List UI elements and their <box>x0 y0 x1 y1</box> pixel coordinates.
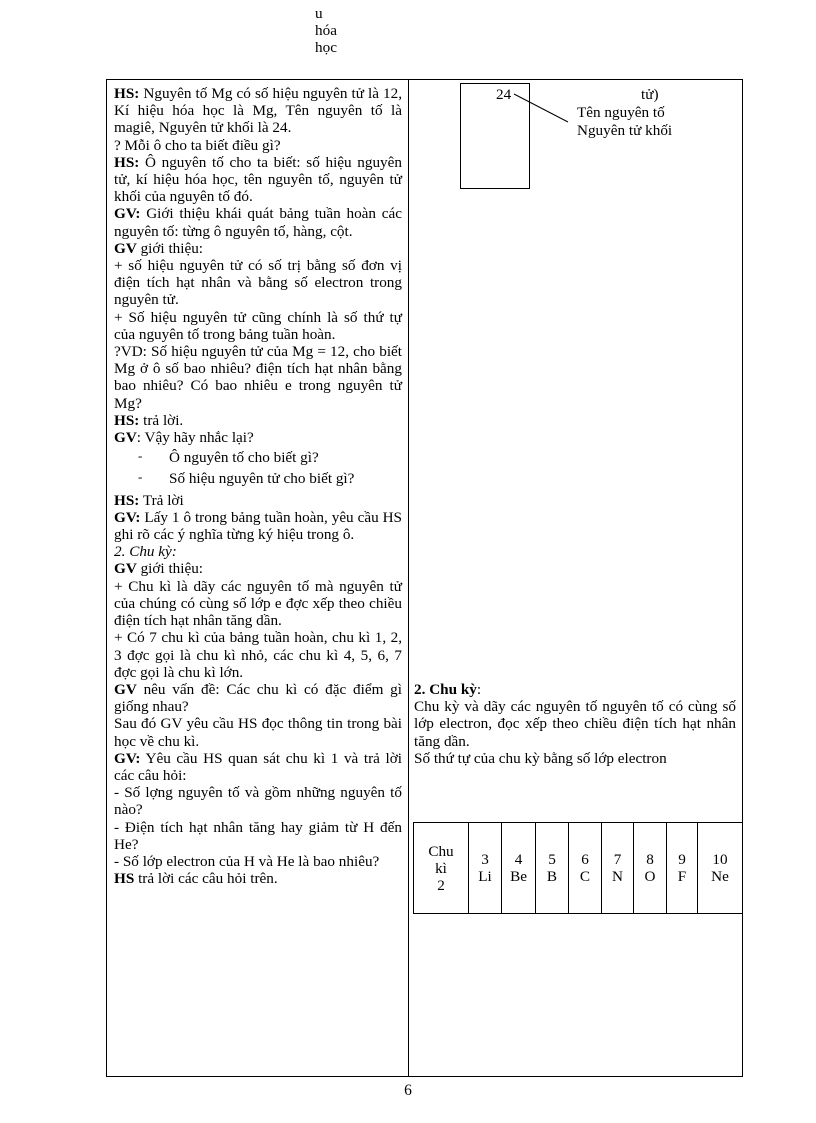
speaker-label: HS: <box>114 153 140 171</box>
element-symbol: F <box>677 868 687 885</box>
paragraph-text: giới thiệu: <box>136 560 204 578</box>
speaker-label: GV: <box>114 205 141 223</box>
element-cell <box>698 823 743 914</box>
atomic-number: 4 <box>514 851 523 868</box>
legend-text: hóa <box>315 22 337 40</box>
atomic-number: 3 <box>481 851 489 868</box>
teacher-student-activities <box>114 85 402 887</box>
paragraph: + Có 7 chu kì của bảng tuần hoàn, chu kì 1, 2, 3 đợc gọi là chu kì nhỏ, các chu kì 4, 5, 6, 7 đợc gọi là chu kì lớn. <box>114 629 402 681</box>
paragraph <box>114 240 402 257</box>
paragraph-text: Nguyên tố Mg có số hiệu nguyên tử là 12, Kí hiệu hóa học là Mg, Tên nguyên tố là magiê, Nguyên tử khối là 24. <box>114 85 402 137</box>
atomic-number: 6 <box>581 851 589 868</box>
element-symbol: B <box>546 868 558 885</box>
paragraph: - Số lớp electron của H và He là bao nhiêu? <box>114 852 380 870</box>
period-heading <box>414 681 736 698</box>
dash-bullet: - <box>138 469 143 485</box>
period-heading-colon: : <box>476 681 482 698</box>
speaker-label: GV: <box>114 749 141 767</box>
dash-list-item <box>114 470 402 487</box>
paragraph: Sau đó GV yêu cầu HS đọc thông tin trong bài học về chu kì. <box>114 715 402 750</box>
paragraph <box>114 750 402 784</box>
paragraph-text: nêu vấn đề: Các chu kì có đặc điểm gì giống nhau? <box>114 680 402 716</box>
element-cell <box>569 823 602 914</box>
paragraph-text: Lấy 1 ô trong bảng tuần hoàn, yêu cầu HS ghi rõ các ý nghĩa từng ký hiệu trong ô. <box>114 508 402 544</box>
paragraph-text: : Vậy hãy nhắc lại? <box>136 429 254 447</box>
paragraph <box>114 560 402 577</box>
atomic-number: 10 <box>712 851 728 868</box>
legend-text: tử) <box>641 86 659 103</box>
legend-text: học <box>315 39 337 57</box>
mass-number: 24 <box>496 86 512 103</box>
question: ? Mỗi ô cho ta biết điều gì? <box>114 136 281 154</box>
element-name-label: Tên nguyên tố <box>577 104 665 121</box>
paragraph-text: Trả lời <box>139 491 184 509</box>
paragraph-text: Ô nguyên tố cho ta biết: số hiệu nguyên tử, kí hiệu hóa học, tên nguyên tố, nguyên tử khối của nguyên tố đó. <box>114 153 402 206</box>
header-text: Chu <box>428 842 454 860</box>
paragraph: ?VD: Số hiệu nguyên tử của Mg = 12, cho biết Mg ở ô số bao nhiêu? điện tích hạt nhân bằng bao nhiêu? Có bao nhiêu e trong nguyên tử Mg? <box>114 343 402 412</box>
atomic-number: 8 <box>646 851 654 868</box>
dash-bullet: - <box>138 448 143 464</box>
element-symbol: Ne <box>711 868 729 885</box>
atomic-number: 9 <box>678 851 686 868</box>
paragraph <box>114 681 402 715</box>
speaker-label: HS <box>114 870 135 888</box>
paragraph: + số hiệu nguyên tử có số trị bằng số đơn vị điện tích hạt nhân và bằng số electron trong nguyên tử. <box>114 257 402 309</box>
list-item-text: Số hiệu nguyên tử cho biết gì? <box>169 470 355 488</box>
period-number-rule: Số thứ tự của chu kỳ bằng số lớp electron <box>414 749 667 767</box>
element-symbol: C <box>579 868 591 885</box>
speaker-label: GV <box>114 239 137 257</box>
paragraph <box>114 492 402 509</box>
period-header-cell <box>414 823 469 914</box>
legend-text: u <box>315 5 323 22</box>
section-heading <box>114 543 402 560</box>
list-item-text: Ô nguyên tố cho biết gì? <box>169 449 319 467</box>
element-cell <box>469 823 502 914</box>
period-section <box>414 681 736 767</box>
speaker-label: GV <box>114 429 137 447</box>
speaker-label: HS: <box>114 411 140 429</box>
period-definition: Chu kỳ và dãy các nguyên tố nguyên tố có cùng số lớp electron, đọc xếp theo chiều điện tích hạt nhân tăng dần. <box>414 698 736 750</box>
element-symbol: Li <box>478 868 492 885</box>
atomic-number: 7 <box>613 851 622 868</box>
element-cell <box>502 823 536 914</box>
element-cell-box <box>460 83 530 189</box>
atomic-number: 5 <box>548 851 556 868</box>
paragraph <box>114 429 402 446</box>
speaker-label: GV <box>114 680 137 698</box>
header-text: kì <box>435 859 447 877</box>
header-text: 2 <box>437 876 445 894</box>
element-symbol: O <box>644 868 656 885</box>
paragraph-text: Yêu cầu HS quan sát chu kì 1 và trả lời các câu hỏi: <box>114 749 402 784</box>
element-symbol: N <box>612 868 623 885</box>
page-number: 6 <box>404 1082 412 1099</box>
period-2-table <box>413 822 743 914</box>
paragraph <box>114 205 402 239</box>
element-cell <box>602 823 634 914</box>
dash-list-item <box>114 449 402 466</box>
element-cell <box>536 823 569 914</box>
speaker-label: GV <box>114 560 137 578</box>
speaker-label: HS: <box>114 491 140 509</box>
paragraph: - Số lợng nguyên tố và gồm những nguyên tố nào? <box>114 784 402 819</box>
paragraph <box>114 412 402 429</box>
lesson-table <box>106 79 743 1077</box>
period-heading-text: 2. Chu kỳ <box>414 681 477 698</box>
element-cell-legend-left <box>315 5 337 57</box>
paragraph-text: trả lời các câu hỏi trên. <box>134 870 278 888</box>
paragraph <box>114 870 402 887</box>
speaker-label: GV: <box>114 508 141 526</box>
element-cell <box>634 823 667 914</box>
element-symbol: Be <box>510 868 527 885</box>
section-heading-text: 2. Chu kỳ: <box>114 543 177 561</box>
element-cell <box>667 823 698 914</box>
paragraph-text: giới thiệu: <box>136 239 204 257</box>
paragraph <box>114 509 402 543</box>
paragraph-text: trả lời. <box>139 411 184 429</box>
paragraph <box>114 154 402 206</box>
table-row <box>414 823 743 914</box>
paragraph <box>114 85 402 137</box>
column-divider <box>408 80 409 1076</box>
paragraph-text: Giới thiệu khái quát bảng tuần hoàn các nguyên tố: từng ô nguyên tố, hàng, cột. <box>114 205 402 240</box>
atomic-mass-label: Nguyên tử khối <box>577 122 673 139</box>
paragraph: - Điện tích hạt nhân tăng hay giảm từ H đến He? <box>114 818 402 853</box>
paragraph: + Chu kì là dãy các nguyên tố mà nguyên tử của chúng có cùng số lớp e đợc xếp theo chiều điện tích hạt nhân tăng dần. <box>114 577 402 630</box>
paragraph: + Số hiệu nguyên tử cũng chính là số thứ tự của nguyên tố trong bảng tuần hoàn. <box>114 308 402 343</box>
speaker-label: HS: <box>114 85 140 102</box>
